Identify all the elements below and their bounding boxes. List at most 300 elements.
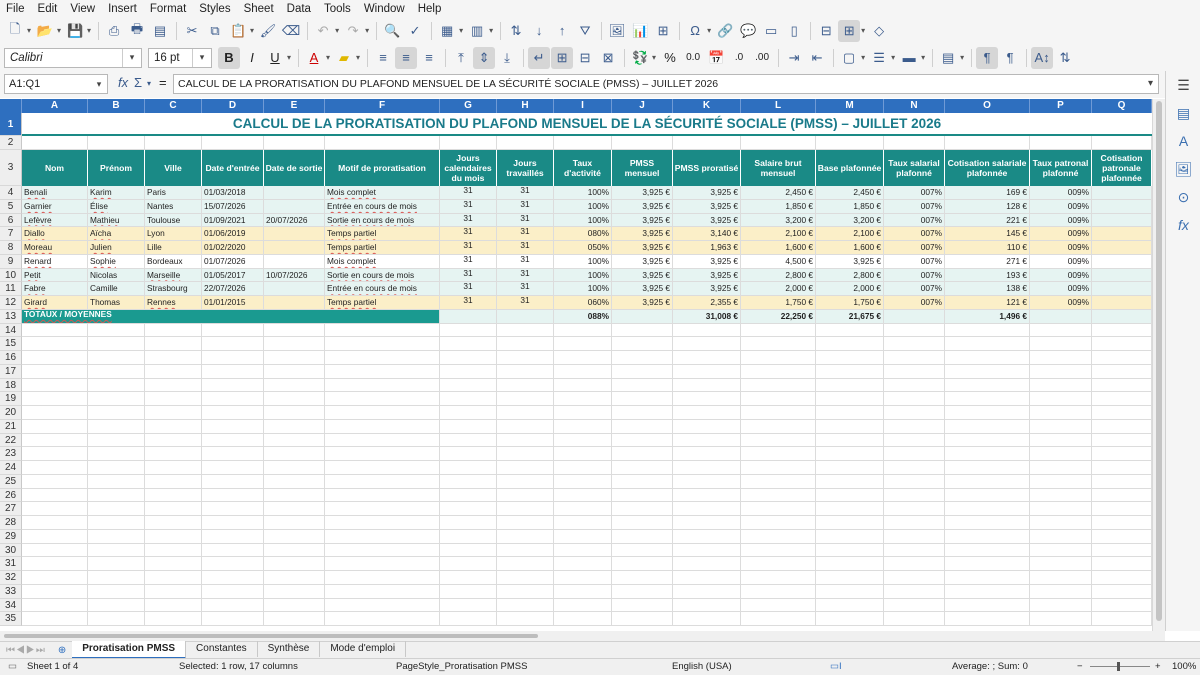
empty-cell[interactable] xyxy=(673,502,741,516)
undo-icon[interactable]: ↶ xyxy=(317,22,329,38)
column-header[interactable]: J xyxy=(612,99,673,113)
empty-cell[interactable] xyxy=(1030,475,1092,489)
empty-cell[interactable] xyxy=(325,544,440,558)
empty-cell[interactable] xyxy=(1092,379,1152,393)
empty-cell[interactable] xyxy=(145,392,202,406)
empty-cell[interactable] xyxy=(325,461,440,475)
empty-cell[interactable] xyxy=(497,420,554,434)
empty-cell[interactable] xyxy=(884,447,945,461)
menu-data[interactable]: Data xyxy=(286,2,311,15)
empty-cell[interactable] xyxy=(202,461,264,475)
table-cell[interactable] xyxy=(612,214,673,228)
empty-cell[interactable] xyxy=(945,489,1030,503)
empty-cell[interactable] xyxy=(741,447,816,461)
table-cell[interactable] xyxy=(22,186,88,200)
column-header[interactable]: Q xyxy=(1092,99,1152,113)
empty-cell[interactable] xyxy=(145,324,202,338)
empty-cell[interactable] xyxy=(673,585,741,599)
table-cell[interactable] xyxy=(325,296,440,310)
table-header-cell[interactable]: Date de sortie xyxy=(264,150,325,186)
empty-cell[interactable] xyxy=(884,434,945,448)
empty-cell[interactable] xyxy=(202,557,264,571)
chevron-down-icon[interactable]: ▾ xyxy=(122,49,141,67)
table-cell[interactable] xyxy=(884,269,945,283)
table-header-cell[interactable]: Salaire brut mensuel xyxy=(741,150,816,186)
row-header[interactable]: 33 xyxy=(0,585,22,599)
date-format-icon[interactable]: 📅 xyxy=(707,49,725,65)
empty-cell[interactable] xyxy=(741,557,816,571)
empty-cell[interactable] xyxy=(88,475,145,489)
empty-cell[interactable] xyxy=(202,365,264,379)
table-cell[interactable] xyxy=(1030,269,1092,283)
empty-cell[interactable] xyxy=(673,406,741,420)
empty-cell[interactable] xyxy=(612,475,673,489)
table-cell[interactable] xyxy=(673,214,741,228)
empty-cell[interactable] xyxy=(673,420,741,434)
table-cell[interactable] xyxy=(612,296,673,310)
empty-cell[interactable] xyxy=(945,337,1030,351)
empty-cell[interactable] xyxy=(440,392,497,406)
table-cell[interactable] xyxy=(88,227,145,241)
row-dropdown-icon[interactable]: ▾ xyxy=(459,26,464,35)
comment-icon[interactable]: 💬 xyxy=(740,22,757,38)
empty-cell[interactable] xyxy=(497,489,554,503)
empty-cell[interactable] xyxy=(264,544,325,558)
empty-cell[interactable] xyxy=(554,585,612,599)
empty-cell[interactable] xyxy=(554,392,612,406)
empty-cell[interactable] xyxy=(1030,502,1092,516)
empty-cell[interactable] xyxy=(440,599,497,613)
table-cell[interactable] xyxy=(1092,296,1152,310)
table-cell[interactable] xyxy=(202,255,264,269)
empty-cell[interactable] xyxy=(145,516,202,530)
table-cell[interactable] xyxy=(264,296,325,310)
empty-cell[interactable] xyxy=(741,475,816,489)
empty-cell[interactable] xyxy=(22,461,88,475)
empty-cell[interactable] xyxy=(1030,392,1092,406)
empty-cell[interactable] xyxy=(612,585,673,599)
table-cell[interactable] xyxy=(1092,227,1152,241)
empty-cell[interactable] xyxy=(497,434,554,448)
empty-cell[interactable] xyxy=(1092,516,1152,530)
empty-cell[interactable] xyxy=(440,502,497,516)
center-vertically-icon[interactable]: ⇕ xyxy=(473,47,495,69)
row-header[interactable]: 2 xyxy=(0,136,22,150)
highlight-dropdown-icon[interactable]: ▾ xyxy=(356,53,361,62)
table-cell[interactable] xyxy=(884,255,945,269)
empty-cell[interactable] xyxy=(264,585,325,599)
column-header[interactable]: M xyxy=(816,99,884,113)
zoom-level[interactable]: 100% xyxy=(1172,661,1197,672)
row-header[interactable]: 31 xyxy=(0,557,22,571)
paste-dropdown-icon[interactable]: ▾ xyxy=(250,26,255,35)
empty-cell[interactable] xyxy=(440,585,497,599)
empty-cell[interactable] xyxy=(673,434,741,448)
expand-formula-icon[interactable]: ▾ xyxy=(1148,78,1154,89)
empty-cell[interactable] xyxy=(22,420,88,434)
row-header[interactable]: 20 xyxy=(0,406,22,420)
row-header[interactable]: 25 xyxy=(0,475,22,489)
empty-cell[interactable] xyxy=(816,324,884,338)
empty-cell[interactable] xyxy=(673,571,741,585)
empty-cell[interactable] xyxy=(497,351,554,365)
empty-cell[interactable] xyxy=(554,612,612,626)
empty-cell[interactable] xyxy=(673,351,741,365)
empty-cell[interactable] xyxy=(22,502,88,516)
empty-cell[interactable] xyxy=(612,557,673,571)
empty-cell[interactable] xyxy=(741,544,816,558)
row-header[interactable]: 15 xyxy=(0,337,22,351)
table-cell[interactable] xyxy=(741,241,816,255)
spelling-icon[interactable]: ✓ xyxy=(409,22,421,38)
empty-cell[interactable] xyxy=(554,447,612,461)
empty-cell[interactable] xyxy=(497,136,554,150)
empty-cell[interactable] xyxy=(612,324,673,338)
border-style-icon[interactable]: ☰ xyxy=(873,49,885,65)
insert-image-icon[interactable]: 🖼 xyxy=(608,22,626,38)
empty-cell[interactable] xyxy=(440,571,497,585)
empty-cell[interactable] xyxy=(741,351,816,365)
table-header-cell[interactable]: Cotisation salariale plafonnée xyxy=(945,150,1030,186)
empty-cell[interactable] xyxy=(88,530,145,544)
empty-cell[interactable] xyxy=(816,489,884,503)
empty-cell[interactable] xyxy=(673,337,741,351)
print-preview-icon[interactable]: ▤ xyxy=(153,22,167,38)
table-cell[interactable] xyxy=(554,227,612,241)
new-document-icon[interactable]: 🗋 xyxy=(9,20,21,36)
table-cell[interactable] xyxy=(816,186,884,200)
empty-cell[interactable] xyxy=(264,447,325,461)
empty-cell[interactable] xyxy=(945,475,1030,489)
table-cell[interactable] xyxy=(612,255,673,269)
table-cell[interactable] xyxy=(22,200,88,214)
row-header[interactable]: 21 xyxy=(0,420,22,434)
menu-help[interactable]: Help xyxy=(417,2,442,15)
empty-cell[interactable] xyxy=(884,324,945,338)
empty-cell[interactable] xyxy=(497,406,554,420)
empty-cell[interactable] xyxy=(264,337,325,351)
sheet-tab[interactable]: Synthèse xyxy=(258,641,321,657)
column-header[interactable]: K xyxy=(673,99,741,113)
empty-cell[interactable] xyxy=(145,337,202,351)
border-style-dropdown-icon[interactable]: ▾ xyxy=(891,53,896,62)
save-icon[interactable]: 💾 xyxy=(66,22,84,38)
column-header[interactable]: G xyxy=(440,99,497,113)
empty-cell[interactable] xyxy=(440,516,497,530)
empty-cell[interactable] xyxy=(202,392,264,406)
empty-cell[interactable] xyxy=(945,530,1030,544)
empty-cell[interactable] xyxy=(264,516,325,530)
empty-cell[interactable] xyxy=(264,599,325,613)
empty-cell[interactable] xyxy=(88,324,145,338)
empty-cell[interactable] xyxy=(741,379,816,393)
empty-cell[interactable] xyxy=(22,379,88,393)
empty-cell[interactable] xyxy=(741,136,816,150)
empty-cell[interactable] xyxy=(22,475,88,489)
table-cell[interactable] xyxy=(741,296,816,310)
table-cell[interactable] xyxy=(1030,227,1092,241)
empty-cell[interactable] xyxy=(741,434,816,448)
increase-indent-icon[interactable]: ⇥ xyxy=(788,49,800,65)
empty-cell[interactable] xyxy=(816,557,884,571)
table-cell[interactable] xyxy=(816,282,884,296)
empty-cell[interactable] xyxy=(440,557,497,571)
table-cell[interactable] xyxy=(497,296,554,310)
text-direction-icon[interactable]: ⇅ xyxy=(1059,49,1071,65)
empty-cell[interactable] xyxy=(554,544,612,558)
empty-cell[interactable] xyxy=(264,379,325,393)
menu-edit[interactable]: Edit xyxy=(37,2,58,15)
table-cell[interactable] xyxy=(612,227,673,241)
empty-cell[interactable] xyxy=(945,392,1030,406)
empty-cell[interactable] xyxy=(325,612,440,626)
table-cell[interactable] xyxy=(497,214,554,228)
table-cell[interactable] xyxy=(673,200,741,214)
empty-cell[interactable] xyxy=(1092,571,1152,585)
column-header[interactable]: B xyxy=(88,99,145,113)
empty-cell[interactable] xyxy=(741,324,816,338)
navigator-icon[interactable]: ⊙ xyxy=(1177,188,1190,205)
empty-cell[interactable] xyxy=(88,461,145,475)
empty-cell[interactable] xyxy=(325,420,440,434)
empty-cell[interactable] xyxy=(264,475,325,489)
empty-cell[interactable] xyxy=(741,585,816,599)
empty-cell[interactable] xyxy=(497,475,554,489)
table-cell[interactable] xyxy=(264,255,325,269)
row-header[interactable]: 3 xyxy=(0,150,22,186)
empty-cell[interactable] xyxy=(1030,489,1092,503)
table-cell[interactable] xyxy=(145,214,202,228)
empty-cell[interactable] xyxy=(440,379,497,393)
empty-cell[interactable] xyxy=(673,557,741,571)
horizontal-scrollbar[interactable] xyxy=(0,631,1165,641)
table-cell[interactable] xyxy=(325,255,440,269)
empty-cell[interactable] xyxy=(816,599,884,613)
empty-cell[interactable] xyxy=(202,136,264,150)
empty-cell[interactable] xyxy=(673,365,741,379)
empty-cell[interactable] xyxy=(1092,406,1152,420)
open-folder-icon[interactable]: 📂 xyxy=(36,22,54,38)
empty-cell[interactable] xyxy=(554,530,612,544)
empty-cell[interactable] xyxy=(325,392,440,406)
empty-cell[interactable] xyxy=(1030,337,1092,351)
table-header-cell[interactable]: Taux salarial plafonné xyxy=(884,150,945,186)
table-cell[interactable] xyxy=(741,200,816,214)
empty-cell[interactable] xyxy=(1030,379,1092,393)
table-cell[interactable] xyxy=(440,282,497,296)
styles-icon[interactable]: A xyxy=(1178,133,1189,149)
empty-cell[interactable] xyxy=(22,406,88,420)
empty-cell[interactable] xyxy=(440,365,497,379)
table-cell[interactable] xyxy=(325,241,440,255)
table-cell[interactable] xyxy=(1030,282,1092,296)
borders-icon[interactable]: ▢ xyxy=(842,49,856,65)
menu-tools[interactable]: Tools xyxy=(323,2,351,15)
table-cell[interactable] xyxy=(1092,282,1152,296)
empty-cell[interactable] xyxy=(1092,434,1152,448)
empty-cell[interactable] xyxy=(88,420,145,434)
empty-cell[interactable] xyxy=(264,420,325,434)
row-header[interactable]: 14 xyxy=(0,324,22,338)
empty-cell[interactable] xyxy=(816,612,884,626)
empty-cell[interactable] xyxy=(497,502,554,516)
empty-cell[interactable] xyxy=(145,475,202,489)
empty-cell[interactable] xyxy=(325,406,440,420)
table-cell[interactable] xyxy=(673,282,741,296)
table-header-cell[interactable]: PMSS mensuel xyxy=(612,150,673,186)
empty-cell[interactable] xyxy=(884,571,945,585)
left-to-right-icon[interactable]: ¶ xyxy=(976,47,998,69)
table-header-cell[interactable]: Cotisation patronale plafonnée xyxy=(1092,150,1152,186)
empty-cell[interactable] xyxy=(88,351,145,365)
horizontal-scroll-thumb[interactable] xyxy=(4,634,538,638)
empty-cell[interactable] xyxy=(673,530,741,544)
row-header[interactable]: 10 xyxy=(0,269,22,283)
row-header[interactable]: 9 xyxy=(0,255,22,269)
table-cell[interactable] xyxy=(264,241,325,255)
merge-center-icon[interactable]: ⊞ xyxy=(551,47,573,69)
delete-decimal-icon[interactable]: .00 xyxy=(755,52,770,63)
table-cell[interactable] xyxy=(741,214,816,228)
row-header[interactable]: 16 xyxy=(0,351,22,365)
underline-dropdown-icon[interactable]: ▾ xyxy=(287,53,292,62)
empty-cell[interactable] xyxy=(554,489,612,503)
highlight-color-icon[interactable]: ▰ xyxy=(339,49,350,65)
table-cell[interactable] xyxy=(816,255,884,269)
table-cell[interactable] xyxy=(673,255,741,269)
table-cell[interactable] xyxy=(816,241,884,255)
currency-dropdown-icon[interactable]: ▾ xyxy=(652,53,657,62)
empty-cell[interactable] xyxy=(554,379,612,393)
row-header[interactable]: 23 xyxy=(0,447,22,461)
table-cell[interactable] xyxy=(945,296,1030,310)
zoom-slider[interactable] xyxy=(1090,666,1150,667)
empty-cell[interactable] xyxy=(673,136,741,150)
empty-cell[interactable] xyxy=(1092,310,1152,324)
chevron-down-icon[interactable]: ▾ xyxy=(96,79,102,89)
empty-cell[interactable] xyxy=(202,324,264,338)
clone-formatting-icon[interactable]: 🖌 xyxy=(259,22,277,38)
table-cell[interactable] xyxy=(1030,186,1092,200)
table-cell[interactable] xyxy=(145,282,202,296)
split-dropdown-icon[interactable]: ▾ xyxy=(861,26,866,35)
table-cell[interactable] xyxy=(497,186,554,200)
empty-cell[interactable] xyxy=(1030,585,1092,599)
empty-cell[interactable] xyxy=(22,530,88,544)
right-to-left-icon[interactable]: ¶ xyxy=(1006,50,1014,65)
row-header[interactable]: 28 xyxy=(0,516,22,530)
empty-cell[interactable] xyxy=(816,420,884,434)
empty-cell[interactable] xyxy=(264,324,325,338)
empty-cell[interactable] xyxy=(440,310,497,324)
empty-cell[interactable] xyxy=(22,324,88,338)
empty-cell[interactable] xyxy=(440,544,497,558)
empty-cell[interactable] xyxy=(816,136,884,150)
functions-icon[interactable]: fx xyxy=(1178,217,1189,233)
table-cell[interactable] xyxy=(1092,241,1152,255)
empty-cell[interactable] xyxy=(816,571,884,585)
underline-icon[interactable]: U xyxy=(270,50,280,65)
table-cell[interactable] xyxy=(88,296,145,310)
empty-cell[interactable] xyxy=(497,544,554,558)
empty-cell[interactable] xyxy=(22,599,88,613)
empty-cell[interactable] xyxy=(145,544,202,558)
row-header[interactable]: 6 xyxy=(0,214,22,228)
number-format-icon[interactable]: 0.0 xyxy=(686,52,701,63)
row-header[interactable]: 29 xyxy=(0,530,22,544)
empty-cell[interactable] xyxy=(264,136,325,150)
table-cell[interactable] xyxy=(325,227,440,241)
empty-cell[interactable] xyxy=(673,516,741,530)
empty-cell[interactable] xyxy=(264,392,325,406)
empty-cell[interactable] xyxy=(884,516,945,530)
table-cell[interactable] xyxy=(816,227,884,241)
empty-cell[interactable] xyxy=(1092,351,1152,365)
empty-cell[interactable] xyxy=(1092,392,1152,406)
empty-cell[interactable] xyxy=(202,585,264,599)
empty-cell[interactable] xyxy=(612,420,673,434)
empty-cell[interactable] xyxy=(884,599,945,613)
empty-cell[interactable] xyxy=(145,489,202,503)
empty-cell[interactable] xyxy=(945,557,1030,571)
table-header-cell[interactable]: Motif de proratisation xyxy=(325,150,440,186)
table-cell[interactable] xyxy=(264,227,325,241)
empty-cell[interactable] xyxy=(440,337,497,351)
empty-cell[interactable] xyxy=(816,502,884,516)
table-cell[interactable] xyxy=(497,200,554,214)
empty-cell[interactable] xyxy=(145,557,202,571)
sort-ascending-icon[interactable]: ↓ xyxy=(535,23,543,38)
empty-cell[interactable] xyxy=(145,406,202,420)
empty-cell[interactable] xyxy=(325,337,440,351)
empty-cell[interactable] xyxy=(202,420,264,434)
table-cell[interactable] xyxy=(440,296,497,310)
table-cell[interactable] xyxy=(440,186,497,200)
empty-cell[interactable] xyxy=(884,461,945,475)
table-cell[interactable] xyxy=(22,269,88,283)
table-cell[interactable] xyxy=(945,186,1030,200)
empty-cell[interactable] xyxy=(497,447,554,461)
column-header[interactable]: E xyxy=(264,99,325,113)
table-cell[interactable] xyxy=(554,296,612,310)
empty-cell[interactable] xyxy=(884,475,945,489)
totals-cell[interactable]: 088% xyxy=(554,310,612,324)
empty-cell[interactable] xyxy=(612,502,673,516)
row-header[interactable]: 13 xyxy=(0,310,22,324)
empty-cell[interactable] xyxy=(1092,502,1152,516)
empty-cell[interactable] xyxy=(264,612,325,626)
table-cell[interactable] xyxy=(202,186,264,200)
table-cell[interactable] xyxy=(945,214,1030,228)
split-window-icon[interactable]: ⊞ xyxy=(838,20,860,42)
empty-cell[interactable] xyxy=(440,530,497,544)
empty-cell[interactable] xyxy=(612,310,673,324)
empty-cell[interactable] xyxy=(264,571,325,585)
empty-cell[interactable] xyxy=(673,489,741,503)
empty-cell[interactable] xyxy=(497,557,554,571)
table-cell[interactable] xyxy=(945,241,1030,255)
empty-cell[interactable] xyxy=(741,530,816,544)
empty-cell[interactable] xyxy=(22,447,88,461)
special-character-dropdown-icon[interactable]: ▾ xyxy=(707,26,712,35)
empty-cell[interactable] xyxy=(497,379,554,393)
column-header[interactable]: H xyxy=(497,99,554,113)
row-header[interactable]: 4 xyxy=(0,186,22,200)
table-cell[interactable] xyxy=(145,296,202,310)
empty-cell[interactable] xyxy=(884,337,945,351)
table-cell[interactable] xyxy=(22,296,88,310)
empty-cell[interactable] xyxy=(325,557,440,571)
